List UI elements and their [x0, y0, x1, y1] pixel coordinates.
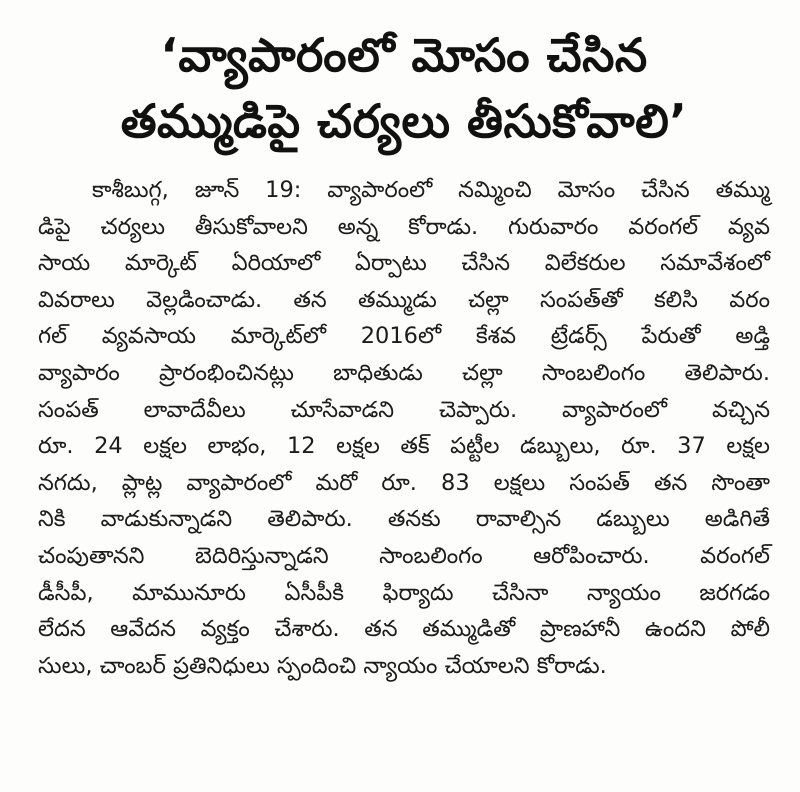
- article-body: [38, 172, 770, 684]
- headline-line-1: ‘వ్యాపారంలో మోసం చేసిన: [160, 28, 648, 82]
- body-line: సులు, చాంబర్ ప్రతినిధులు స్పందించి న్యాయం చేయాలని కోరాడు.: [38, 652, 607, 679]
- body-line: కాశీబుగ్గ, జూన్ 19: వ్యాపారంలో నమ్మించి మోసం చేసిన తమ్ము: [92, 177, 770, 203]
- body-line: సంపత్ లావాదేవీలు చూసేవాడని చెప్పారు. వ్యాపారంలో వచ్చిన: [38, 396, 770, 423]
- body-line: వ్యాపారం ప్రారంభించినట్లు బాధితుడు చల్లా సాంబలింగం తెలిపారు.: [38, 359, 770, 386]
- body-line: గల్ వ్యవసాయ మార్కెట్‌లో 2016లో కేశవ ట్రేడర్స్ పేరుతో అడ్తి: [38, 323, 770, 350]
- body-line: వివరాలు వెల్లడించాడు. తన తమ్ముడు చల్లా సంపత్‌తో కలిసి వరం: [38, 286, 770, 313]
- body-line: నికి వాడుకున్నాడని తెలిపారు. తనకు రావాల్సిన డబ్బులు అడిగితే: [38, 506, 770, 533]
- body-line: డిపై చర్యలు తీసుకోవాలని అన్న కోరాడు. గురువారం వరంగల్ వ్యవ: [38, 213, 770, 240]
- body-line: రూ. 24 లక్షల లాభం, 12 లక్షల తక్ పట్టీల డబ్బులు, రూ. 37 లక్షల: [38, 433, 770, 460]
- headline-line-2: తమ్ముడిపై చర్యలు తీసుకోవాలి’: [120, 94, 688, 148]
- body-line: డీసీపీ, మామునూరు ఏసీపీకి ఫిర్యాదు చేసినా న్యాయం జరగడం: [38, 579, 770, 606]
- body-line: చంపుతానని బెదిరిస్తున్నాడని సాంబలింగం ఆరోపించారు. వరంగల్: [38, 542, 770, 569]
- headline: [38, 22, 770, 154]
- body-line: నగదు, ప్లాట్ల వ్యాపారంలో మరో రూ. 83 లక్షలు సంపత్ తన సొంతా: [38, 469, 770, 496]
- body-line: సాయ మార్కెట్ ఏరియాలో ఏర్పాటు చేసిన విలేకరుల సమావేశంలో: [38, 250, 770, 277]
- body-line: లేదన ఆవేదన వ్యక్తం చేశారు. తన తమ్ముడితో ప్రాణహానీ ఉందని పోలీ: [38, 616, 770, 643]
